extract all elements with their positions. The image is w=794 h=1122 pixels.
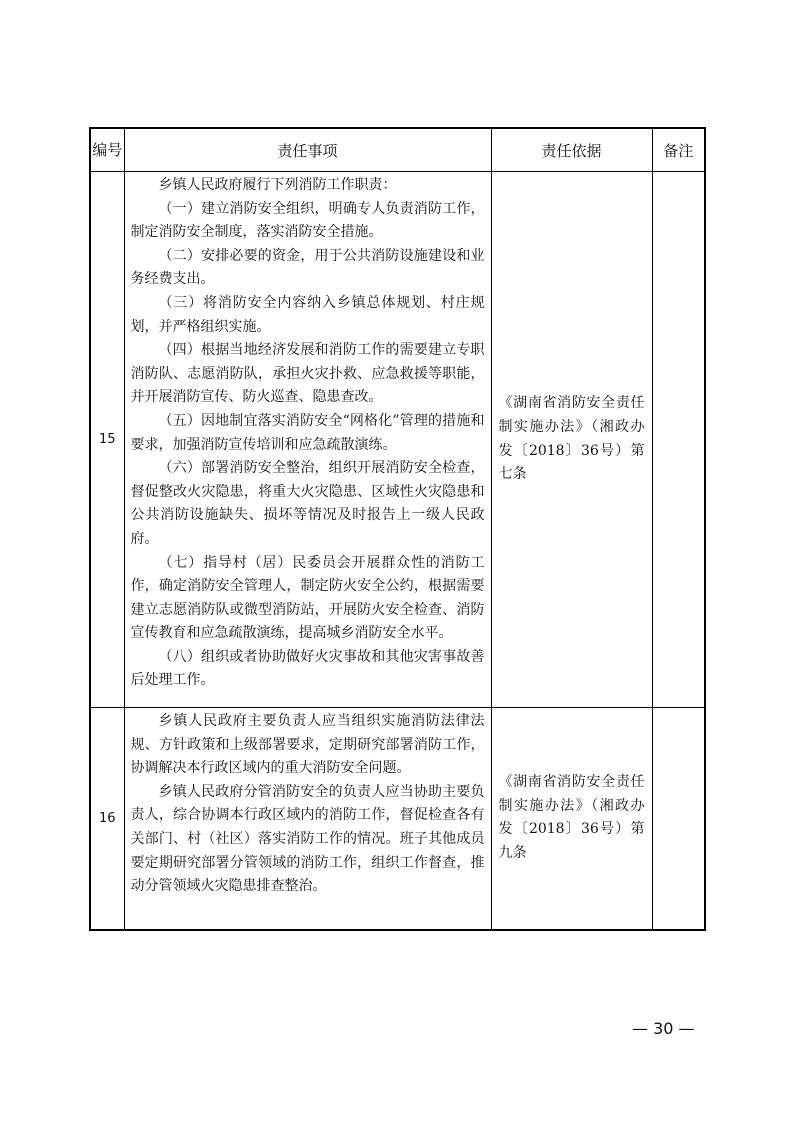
item-paragraph: （三）将消防安全内容纳入乡镇总体规划、村庄规划，并严格组织实施。	[130, 294, 485, 335]
item-paragraph: （二）安排必要的资金，用于公共消防设施建设和业务经费支出。	[130, 247, 485, 288]
row-number: 15	[90, 172, 124, 708]
basis-text: 《湖南省消防安全责任制实施办法》（湘政办发〔2018〕36号）第九条	[498, 774, 645, 861]
table-header-row	[90, 128, 705, 172]
row-remark	[652, 708, 705, 930]
item-paragraph: （一）建立消防安全组织，明确专人负责消防工作，制定消防安全制度，落实消防安全措施。	[130, 200, 485, 241]
item-paragraph: 乡镇人民政府主要负责人应当组织实施消防法律法规、方针政策和上级部署要求，定期研究部署消防工作，协调解决本行政区域内的重大消防安全问题。	[130, 713, 485, 777]
item-paragraph: （七）指导村（居）民委员会开展群众性的消防工作，确定消防安全管理人，制定防火安全公约，根据需要建立志愿消防队或微型消防站，开展防火安全检查、消防宣传教育和应急疏散演练，提高城乡消防安全水平。	[130, 554, 485, 642]
item-paragraph: （六）部署消防安全整治，组织开展消防安全检查，督促整改火灾隐患，将重大火灾隐患、区域性火灾隐患和公共消防设施缺失、损坏等情况及时报告上一级人民政府。	[130, 460, 485, 547]
responsibility-table	[89, 127, 706, 931]
item-paragraph: 乡镇人民政府履行下列消防工作职责：	[158, 177, 397, 193]
page-number: — 30 —	[632, 1019, 695, 1038]
table-row	[90, 172, 705, 708]
item-paragraph: （四）根据当地经济发展和消防工作的需要建立专职消防队、志愿消防队，承担火灾扑救、应急救援等职能，并开展消防宣传、防火巡查、隐患查改。	[130, 342, 485, 406]
header-items: 责任事项	[124, 128, 491, 172]
item-paragraph: （八）组织或者协助做好火灾事故和其他灾害事故善后处理工作。	[130, 648, 485, 689]
header-remark: 备注	[652, 128, 705, 172]
row-remark	[652, 172, 705, 708]
header-number: 编号	[90, 128, 124, 172]
table-row	[90, 708, 705, 930]
row-number: 16	[90, 708, 124, 930]
row-items	[124, 172, 491, 708]
item-paragraph: 乡镇人民政府分管消防安全的负责人应当协助主要负责人，综合协调本行政区域内的消防工作，督促检查各有关部门、村（社区）落实消防工作的情况。班子其他成员要定期研究部署分管领域的消防工作，组织工作督查，推动分管领域火灾隐患排查整治。	[130, 783, 485, 895]
header-basis: 责任依据	[491, 128, 652, 172]
item-paragraph: （五）因地制宜落实消防安全“网格化”管理的措施和要求，加强消防宣传培训和应急疏散演练。	[130, 412, 485, 453]
basis-text: 《湖南省消防安全责任制实施办法》（湘政办发〔2018〕36号）第七条	[498, 395, 645, 483]
row-items	[124, 708, 491, 930]
row-basis	[491, 708, 652, 930]
row-basis	[491, 172, 652, 708]
